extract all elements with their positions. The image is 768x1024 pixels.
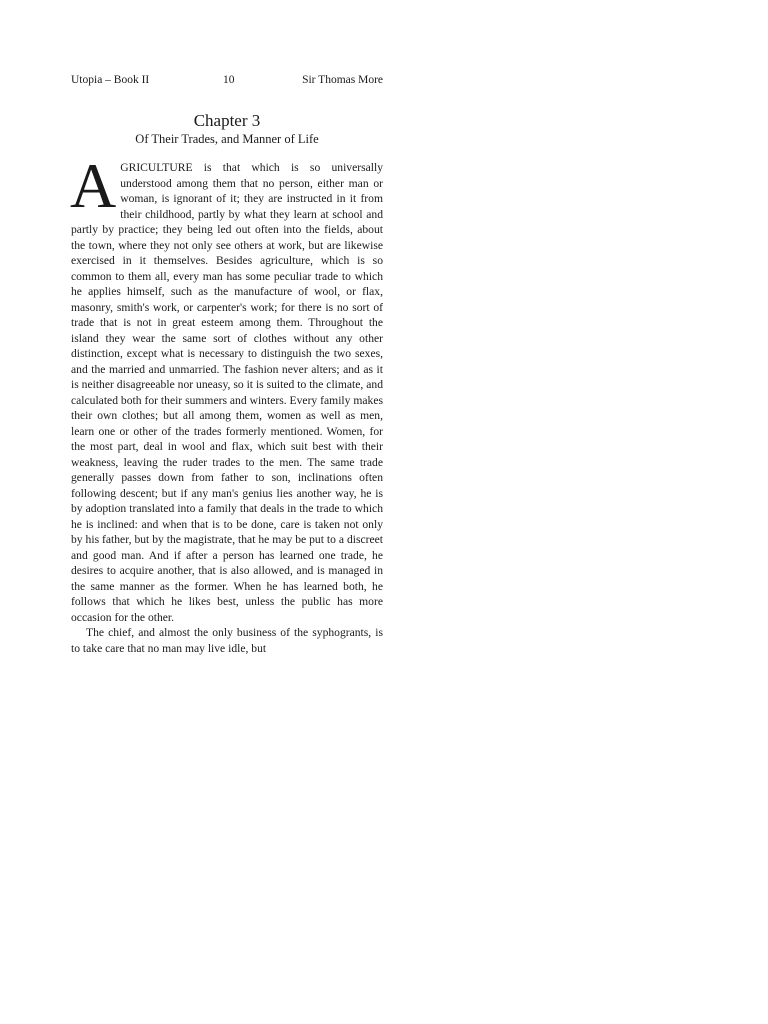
paragraph-2: The chief, and almost the only business of the syphogrants, is to take care that no man may live idle, but (71, 626, 383, 655)
header-book-title: Utopia – Book II (71, 74, 150, 86)
paragraph-1 (70, 150, 383, 625)
chapter-subtitle: Of Their Trades, and Manner of Life (135, 132, 319, 146)
paragraph-1-text: GRICULTURE is that which is so universally understood among them that no person, either man or woman, is ignorant of it; they are instructed in it from their childhood, partly by what they learn at school and partly by practice; they being led out often into the fields, about the town, where they not only see others at work, but are likewise exercised in it themselves. Besides agriculture, which is so common to them all, every man has some peculiar trade to which he applies himself, such as the manufacture of wool, or flax, masonry, smith's work, or carpenter's work; for there is no sort of trade that is not in great esteem among them. Throughout the island they wear the same sort of clothes without any other distinction, except what is necessary to distinguish the two sexes, and the married and unmarried. The fashion never alters; and as it is neither disagreeable nor uneasy, so it is suited to the climate, and calculated both for their summers and winters. Every family makes their own clothes; but all among them, women as well as men, learn one or other of the trades formerly mentioned. Women, for the most part, deal in wool and flax, which suit best with their weakness, leaving the ruder trades to the men. The same trade generally passes down from father to son, inclinations often following descent; but if any man's genius lies another way, he is by adoption translated into a family that deals in the trade to which he is inclined: and when that is to be done, care is taken not only by his father, but by the magistrate, that he may be put to a discreet and good man. And if after a person has learned one trade, he desires to acquire another, that is also allowed, and is managed in the same manner as the former. When he has learned both, he follows that which he likes best, unless the public has more occasion for the other. (71, 161, 383, 624)
body-text (70, 150, 383, 656)
header-page-number: 10 (223, 74, 235, 86)
drop-cap: A (70, 150, 117, 221)
running-header (71, 72, 383, 88)
chapter-title: Chapter 3 (193, 111, 261, 130)
header-author: Sir Thomas More (302, 74, 383, 86)
